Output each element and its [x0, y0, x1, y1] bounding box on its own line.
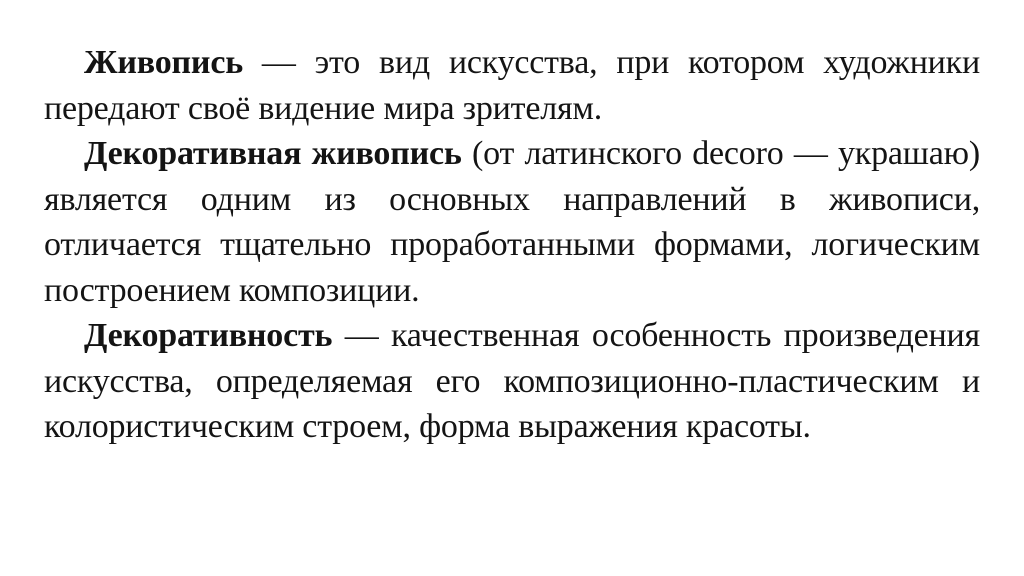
paragraph-painting [44, 40, 980, 131]
definitions-text [44, 40, 980, 450]
definition-painting: — это вид искусства, при котором художники передают своё видение мира зрителям. [44, 44, 980, 127]
definition-decorativeness: — качественная особенность произведения искусства, определяемая его композиционно-пластическим и колористическим строем, форма выражения красоты. [44, 317, 980, 445]
term-decorative-painting: Декоративная живопись [84, 135, 462, 172]
term-decorativeness: Декоративность [84, 317, 333, 354]
paragraph-decorative-painting [44, 131, 980, 313]
term-painting: Живопись [84, 44, 243, 81]
definition-decorative-painting: (от латинского decoro — украшаю) является одним из основных направлений в живописи, отличается тщательно проработанными формами, логическим построением композиции. [44, 135, 980, 309]
paragraph-decorativeness [44, 313, 980, 450]
